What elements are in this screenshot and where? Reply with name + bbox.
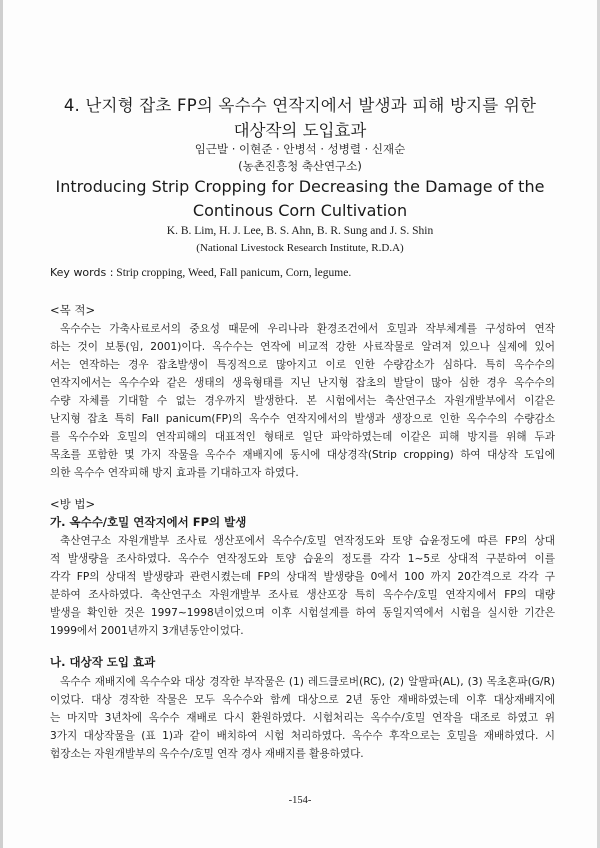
keywords-label: Key words : bbox=[50, 266, 114, 279]
section-b-paragraph bbox=[50, 673, 555, 763]
section-a-title: 가. 옥수수/호밀 연작지에서 FP의 발생 bbox=[50, 515, 247, 529]
affiliation-korean: (농촌진흥청 축산연구소) bbox=[238, 159, 362, 173]
paragraph-line: 를 옥수수와 호밀의 연작피해의 대표적인 형태로 일단 파악하였는데 이같은 피해 방지를 위해 두과 bbox=[50, 431, 555, 443]
paragraph-line: 하는 것이 보통(임, 2001)이다. 옥수수는 연작에 비교적 강한 사료작물로 알려져 있으나 실제에 있어 bbox=[50, 341, 555, 353]
purpose-paragraph bbox=[50, 320, 555, 482]
paragraph-line: 옥수수 재배지에 옥수수와 대상 경작한 부작물은 (1) 레드클로버(RC), (2) 알팔파(AL), (3) 목초혼파(G/R) bbox=[60, 676, 555, 688]
paragraph-line: 난지형 잡초 특히 Fall panicum(FP)의 옥수수 연작지에서의 발생과 생장으로 인한 옥수수의 수량감소 bbox=[50, 413, 555, 425]
paragraph-line: 이었다. 대상 경작한 작물은 모두 옥수수와 함께 대상으로 2년 동안 재배하였는데 이후 대상재배지에 bbox=[50, 694, 555, 706]
purpose-heading: <목 적> bbox=[50, 303, 96, 317]
title-english-line-1: Introducing Strip Cropping for Decreasing the Damage of the bbox=[55, 177, 545, 196]
authors-english: K. B. Lim, H. J. Lee, B. S. Ahn, B. R. Sung and J. S. Shin bbox=[166, 225, 434, 237]
keywords-text: Strip cropping, Weed, Fall panicum, Corn, legume. bbox=[116, 267, 352, 279]
title-korean-line-2: 대상작의 도입효과 bbox=[233, 121, 367, 140]
keywords bbox=[50, 266, 351, 279]
paragraph-line: 수량 자체를 기대할 수 없는 경우까지 발생한다. 본 시험에서는 축산연구소 자원개발부에서 이같은 bbox=[50, 395, 555, 407]
methods-heading: <방 법> bbox=[50, 497, 96, 511]
authors-korean: 임근발 · 이현준 · 안병석 · 성병렬 · 신재순 bbox=[194, 142, 406, 156]
page-number: -154- bbox=[288, 795, 312, 806]
paragraph-line: 3가지 대상작물을 (표 1)과 같이 배치하여 시험 처리하였다. 옥수수 후작으로는 호밀을 재배하였다. 시 bbox=[50, 730, 555, 742]
section-b-title: 나. 대상작 도입 효과 bbox=[50, 655, 156, 669]
paragraph-line: 1999에서 2001년까지 3개년동안이었다. bbox=[50, 625, 244, 637]
paragraph-line: 의한 옥수수 연작피해 방지 효과를 기대하고자 하였다. bbox=[50, 467, 299, 479]
paragraph-line: 연작지에서는 옥수수와 같은 생태의 생육형태를 지닌 난지형 잡초의 발달이 많아 심한 경우 옥수수의 bbox=[50, 377, 555, 389]
paragraph-line: 각각 FP의 상대적 발생량과 관련시켰는데 FP의 상대적 발생량을 0에서 100 까지 20간격으로 각각 구 bbox=[50, 571, 555, 583]
paragraph-line: 분하여 조사하였다. 축산연구소 자원개발부 조사료 생산포장 특히 옥수수/호밀 연작지에서 FP의 대량 bbox=[50, 589, 555, 601]
paragraph-line: 축산연구소 자원개발부 조사료 생산포에서 옥수수/호밀 연작정도와 토양 습윤정도에 따른 FP의 상대 bbox=[60, 535, 555, 547]
paragraph-line: 발생을 확인한 것은 1997∼1998년이었으며 이후 시험설계를 하여 동일지역에서 시험을 실시한 기간은 bbox=[50, 607, 555, 619]
paragraph-line: 옥수수는 가축사료로서의 중요성 때문에 우리나라 환경조건에서 호밀과 작부체계를 구성하여 연작 bbox=[60, 323, 555, 335]
affiliation-english: (National Livestock Research Institute, R.D.A) bbox=[196, 242, 404, 254]
paragraph-line: 목초를 포함한 몇 가지 작물을 옥수수 재배지에 동시에 대상경작(Strip cropping) 하여 대상작 도입에 bbox=[50, 449, 555, 461]
paragraph-line: 서는 연작하는 경우 잡초발생이 특징적으로 많아지고 이로 인한 수량감소가 심하다. 특히 옥수수의 bbox=[50, 359, 555, 371]
title-korean-line-1: 4. 난지형 잡초 FP의 옥수수 연작지에서 발생과 피해 방지를 위한 bbox=[63, 96, 537, 115]
paragraph-line: 험장소는 자원개발부의 옥수수/호밀 연작 경사 재배지를 활용하였다. bbox=[50, 748, 364, 760]
paragraph-line: 는 마지막 3년차에 옥수수 재배로 다시 환원하였다. 시험처리는 옥수수/호밀 연작을 대조로 하였고 위 bbox=[50, 712, 555, 724]
paragraph-line: 적 발생량을 조사하였다. 옥수수 연작정도와 토양 습윤의 정도를 각각 1∼5로 상대적 구분하여 이를 bbox=[50, 553, 555, 565]
title-english-line-2: Continous Corn Cultivation bbox=[192, 201, 408, 220]
section-a-paragraph bbox=[50, 532, 555, 640]
